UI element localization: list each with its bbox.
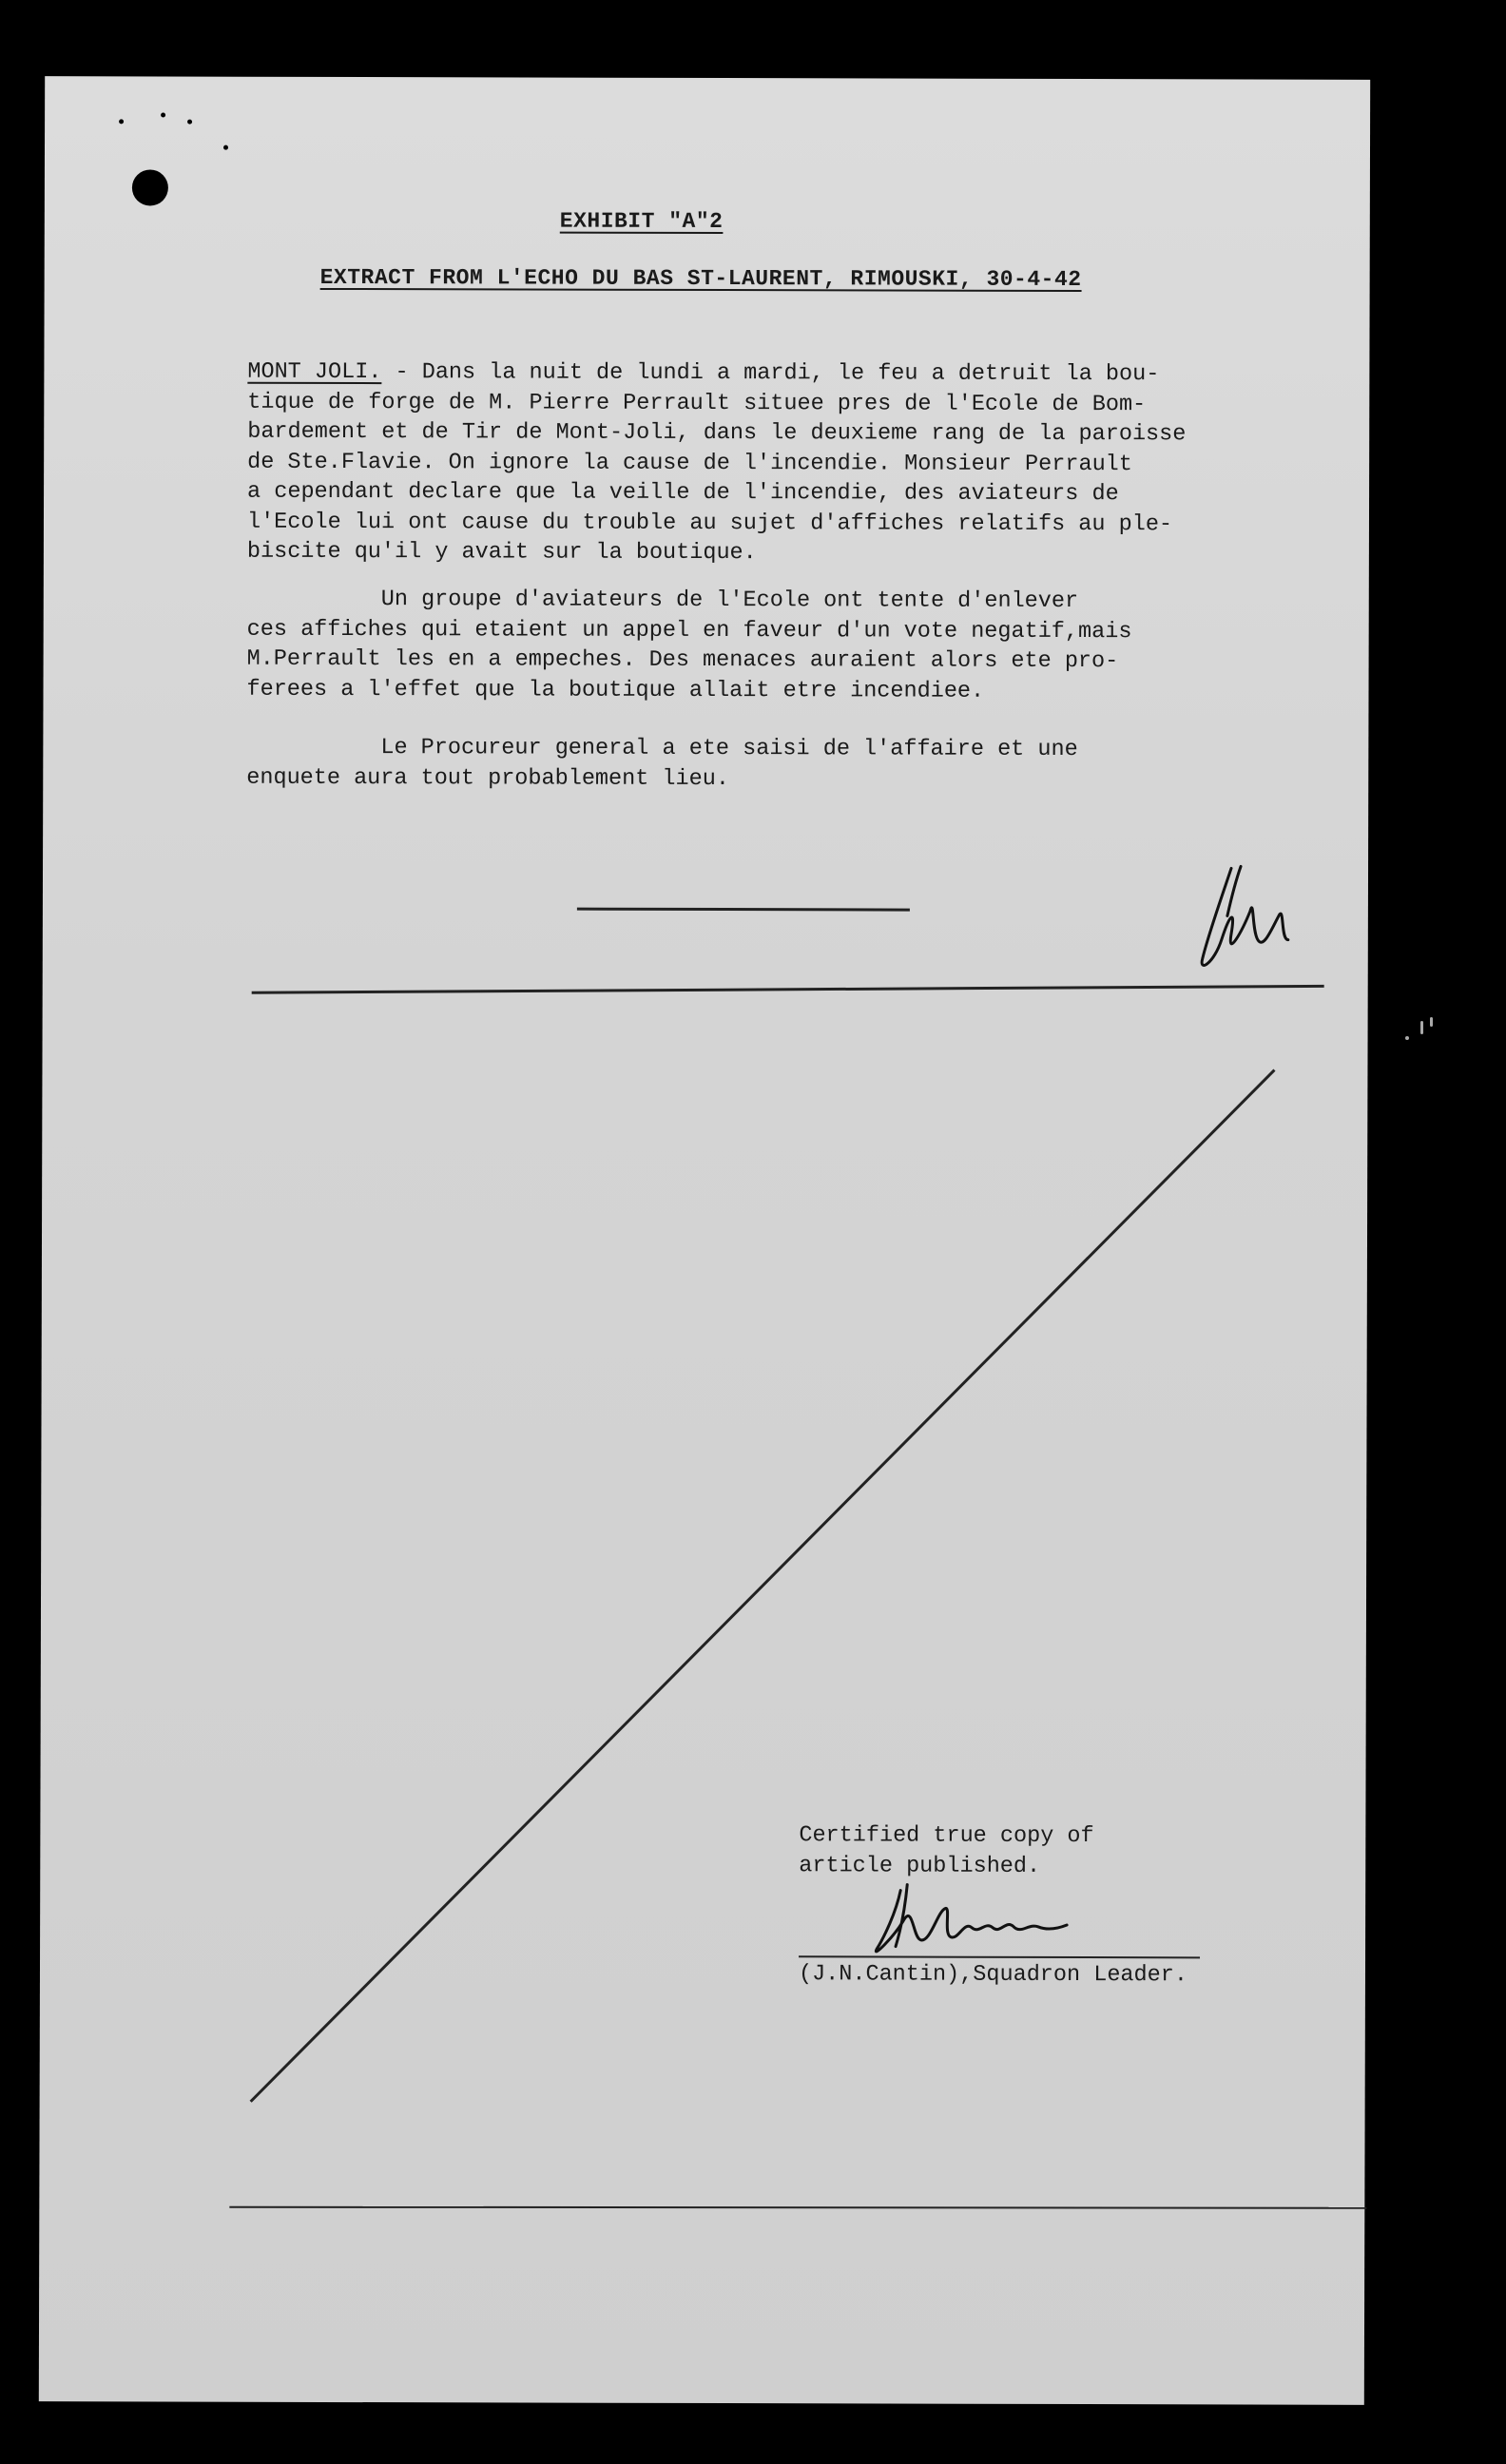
edge-speck xyxy=(1405,1036,1409,1040)
body-line: biscite qu'il y avait sur la boutique. xyxy=(246,538,757,567)
exhibit-heading: EXHIBIT "A"2 xyxy=(559,208,724,235)
body-line: ces affiches qui etaient un appel en faveur d'un vote negatif,mais xyxy=(246,616,1132,645)
edge-speck xyxy=(1430,1017,1433,1027)
body-line: enquete aura tout probablement lieu. xyxy=(246,764,729,792)
certification-line: article published. xyxy=(799,1852,1041,1879)
edge-speck xyxy=(1420,1021,1423,1034)
certification-line: Certified true copy of xyxy=(799,1822,1094,1850)
body-line: Le Procureur general a ete saisi de l'affaire et une xyxy=(246,734,1078,763)
signature-line xyxy=(799,1956,1200,1957)
signature-mark xyxy=(876,1884,1067,1952)
initials-mark xyxy=(1202,866,1288,965)
body-line: bardement et de Tir de Mont-Joli, dans le deuxieme rang de la paroisse xyxy=(247,418,1187,448)
document-page xyxy=(39,76,1370,2405)
line-text: - Dans la nuit de lundi a mardi, le feu a detruit la bou- xyxy=(381,359,1160,388)
signatory-name: (J.N.Cantin),Squadron Leader. xyxy=(798,1961,1187,1989)
body-line: tique de forge de M. Pierre Perrault situee pres de l'Ecole de Bom- xyxy=(247,389,1147,417)
body-line: ferees a l'effet que la boutique allait etre incendiee. xyxy=(246,676,985,704)
body-line: M.Perrault les en a empeches. Des menaces auraient alors ete pro- xyxy=(246,645,1119,675)
body-line: a cependant declare que la veille de l'incendie, des aviateurs de xyxy=(247,478,1119,508)
ink-marks xyxy=(39,76,1370,2405)
body-line: de Ste.Flavie. On ignore la cause de l'incendie. Monsieur Perrault xyxy=(247,449,1132,477)
cancellation-stroke xyxy=(251,1068,1275,2105)
body-line: Un groupe d'aviateurs de l'Ecole ont tente d'enlever xyxy=(246,586,1079,615)
extract-heading: EXTRACT FROM L'ECHO DU BAS ST-LAURENT, RIMOUSKI, 30-4-42 xyxy=(319,264,1082,293)
body-line: l'Ecole lui ont cause du trouble au sujet d'affiches relatifs au ple- xyxy=(246,509,1173,537)
dateline: MONT JOLI. xyxy=(247,358,382,386)
